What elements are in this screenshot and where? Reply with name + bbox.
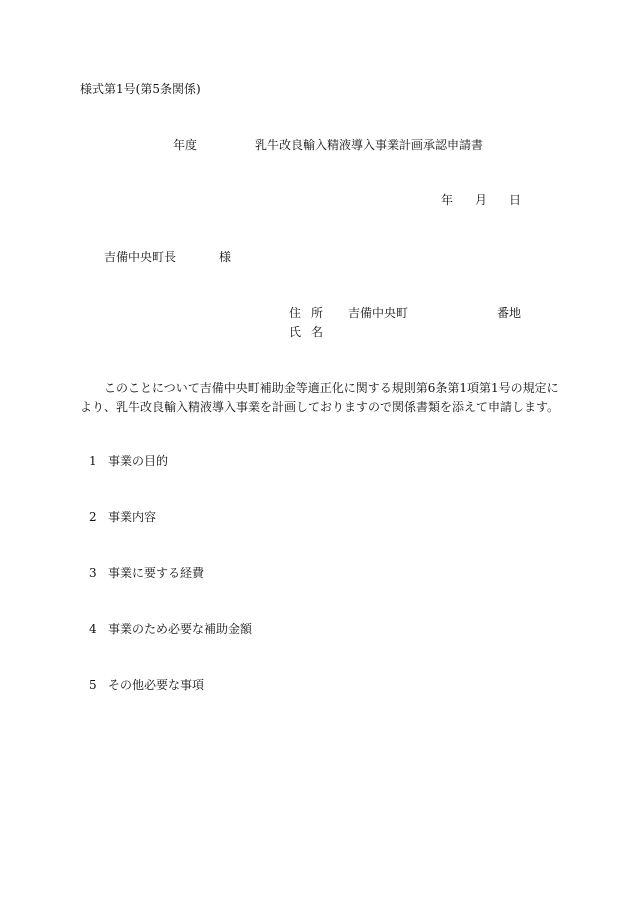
date-month-char: 月 [475,193,488,207]
section-label: 事業に要する経費 [108,566,205,580]
document-title: 乳牛改良輸入精液導入事業計画承認申請書 [255,138,484,152]
section-item-1 [89,455,168,467]
addressee-suffix: 様 [219,250,232,264]
section-number: 4 [89,622,97,636]
section-item-3 [89,567,204,579]
section-label: 事業内容 [108,510,157,524]
date-day-char: 日 [509,193,522,207]
addressee-name: 吉備中央町長 [104,250,177,264]
section-item-2 [89,511,156,523]
section-label: 事業の目的 [108,454,169,468]
address-value: 吉備中央町 [348,306,409,320]
section-item-4 [89,623,252,635]
address-label: 住所 [289,306,334,320]
section-label: 事業のため必要な補助金額 [108,622,253,636]
section-number: 3 [89,566,97,580]
date-year-char: 年 [441,193,454,207]
address-suffix: 番地 [497,306,522,320]
section-number: 2 [89,510,97,524]
form-number: 様式第1号(第5条関係) [80,82,201,96]
title-year-suffix: 年度 [173,138,198,152]
date-line [441,194,521,206]
section-number: 5 [89,678,97,692]
body-line: このことについて吉備中央町補助金等適正化に関する規則第6条第1項第1号の規定に [104,381,559,395]
body-line: より、乳牛改良輸入精液導入事業を計画しておりますので関係書類を添えて申請します。 [80,400,560,414]
application-body [80,379,560,417]
section-number: 1 [89,454,97,468]
section-label: その他必要な事項 [108,678,205,692]
name-label: 氏名 [289,325,334,339]
section-item-5 [89,679,204,691]
